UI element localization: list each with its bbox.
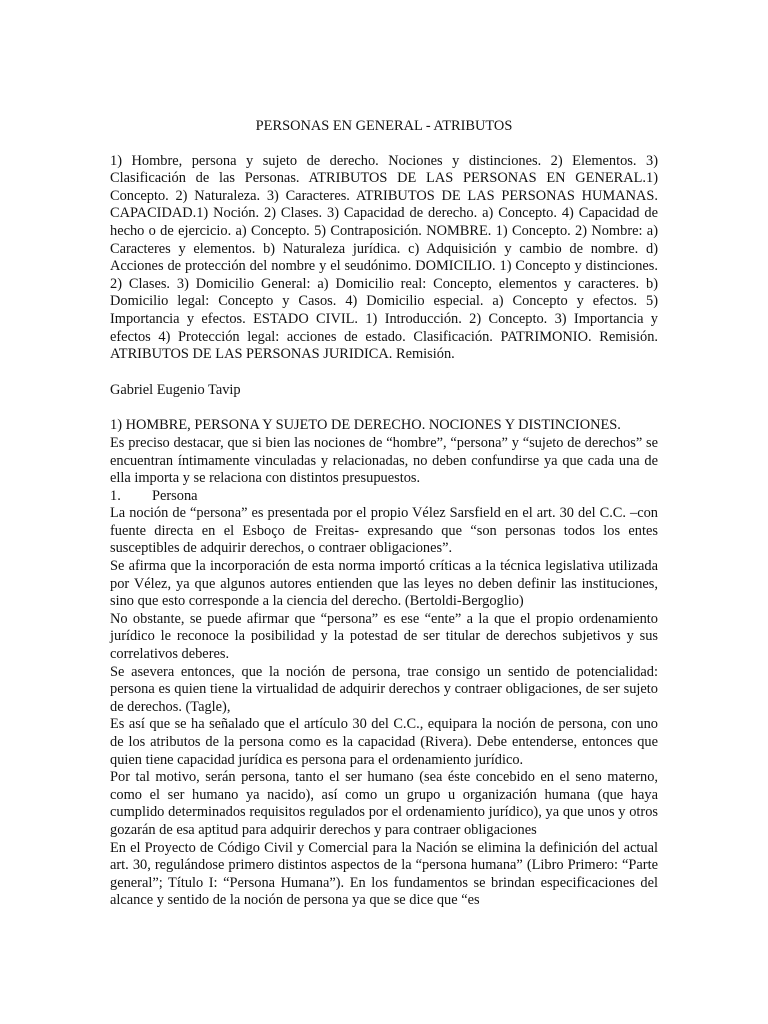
list-label: Persona bbox=[152, 487, 198, 504]
list-item-persona bbox=[110, 488, 658, 506]
author-name: Gabriel Eugenio Tavip bbox=[110, 381, 241, 398]
intro-paragraph: Es preciso destacar, que si bien las nociones de “hombre”, “persona” y “sujeto de derechos” se encuentran íntimamente vinculadas y relacionadas, no deben confundirse ya que cada una de ella importa y se relaciona con distintos presupuestos. bbox=[110, 434, 658, 487]
body-paragraph: Se afirma que la incorporación de esta norma importó críticas a la técnica legislativa utilizada por Vélez, ya que algunos autores entienden que las leyes no deben definir las instituciones, sino que esto corresponde a la ciencia del derecho. (Bertoldi-Bergoglio) bbox=[110, 558, 658, 610]
section-heading: 1) HOMBRE, PERSONA Y SUJETO DE DERECHO. NOCIONES Y DISTINCIONES. bbox=[110, 417, 621, 434]
document-title: PERSONAS EN GENERAL - ATRIBUTOS bbox=[255, 118, 513, 134]
body-paragraph: Se asevera entonces, que la noción de persona, trae consigo un sentido de potencialidad: persona es quien tiene la virtualidad de adquirir derechos y contraer obligaciones, de ser sujeto de derechos. (Tagle), bbox=[110, 663, 658, 715]
body-paragraph: No obstante, se puede afirmar que “persona” es ese “ente” a la que el propio ordenamiento jurídico le reconoce la posibilidad y la potestad de ser titular de derechos subjetivos y sus correlativos deberes. bbox=[110, 610, 658, 663]
summary-paragraph: 1) Hombre, persona y sujeto de derecho. Nociones y distinciones. 2) Elementos. 3) Clasificación de las Personas. ATRIBUTOS DE LAS PERSONAS EN GENERAL.1) Concepto. 2) Naturaleza. 3) Caracteres. ATRIBUTOS DE LAS PERSONAS HUMANAS. CAPACIDAD.1) Noción. 2) Clases. 3) Capacidad de derecho. a) Concepto. 4) Capacidad de hecho o de ejercicio. a) Concepto. 5) Contraposición. NOMBRE. 1) Concepto. 2) Nombre: a) Caracteres y elementos. b) Naturaleza jurídica. c) Adquisición y cambio de nombre. d) Acciones de protección del nombre y el seudónimo. DOMICILIO. 1) Concepto y distinciones. 2) Clases. 3) Domicilio General: a) Domicilio real: Concepto, elementos y caracteres. b) Domicilio legal: Concepto y Casos. 4) Domicilio especial. a) Concepto y efectos. 5) Importancia y efectos. ESTADO CIVIL. 1) Introducción. 2) Concepto. 3) Importancia y efectos 4) Protección legal: acciones de estado. Clasificación. PATRIMONIO. Remisión. ATRIBUTOS DE LAS PERSONAS JURIDICA. Remisión. bbox=[110, 152, 658, 363]
body-paragraph: La noción de “persona” es presentada por el propio Vélez Sarsfield en el art. 30 del C.C. –con fuente directa en el Esboço de Freitas- expresando que “son personas todos los entes susceptibles de adquirir derechos, o contraer obligaciones”. bbox=[110, 505, 658, 557]
body-paragraph: Es así que se ha señalado que el artículo 30 del C.C., equipara la noción de persona, con uno de los atributos de la persona como es la capacidad (Rivera). Debe entenderse, entonces que quien tiene capacidad jurídica es persona para el ordenamiento jurídico. bbox=[110, 716, 658, 768]
spacer bbox=[110, 399, 658, 417]
spacer bbox=[110, 364, 658, 382]
list-number: 1. bbox=[110, 487, 121, 504]
document-page bbox=[110, 118, 658, 910]
body-paragraph: Por tal motivo, serán persona, tanto el ser humano (sea éste concebido en el seno materno, como el ser humano ya nacido), así como un grupo u organización humana (que haya cumplido determinados requisitos regulados por el ordenamiento jurídico), ya que unos y otros gozarán de esa aptitud para adquirir derechos y para contraer obligaciones bbox=[110, 769, 658, 838]
body-paragraph: En el Proyecto de Código Civil y Comercial para la Nación se elimina la definición del actual art. 30, regulándose primero distintos aspectos de la “persona humana” (Libro Primero: “Parte general”; Título I: “Persona Humana”). En los fundamentos se brindan especificaciones del alcance y sentido de la noción de persona ya que se dice que “es bbox=[110, 839, 658, 909]
